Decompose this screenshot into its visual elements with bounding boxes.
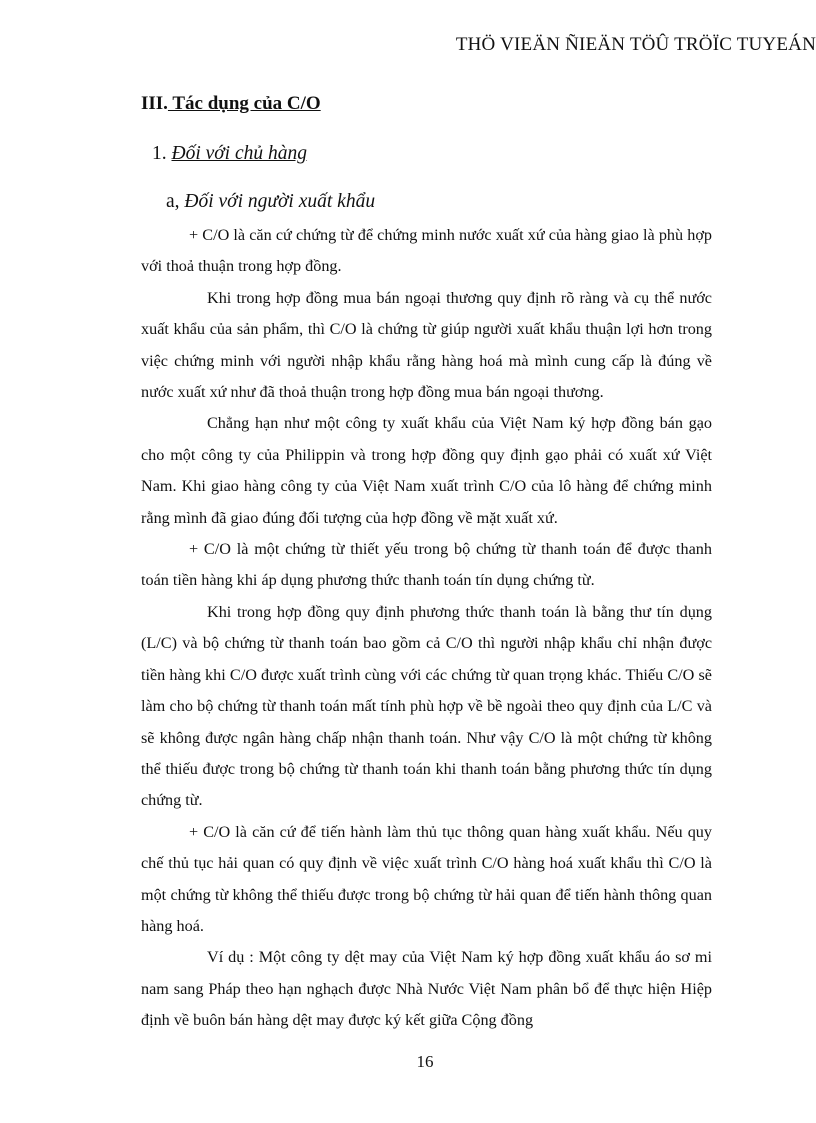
subsection-heading xyxy=(152,140,712,168)
paragraph: + C/O là căn cứ chứng từ để chứng minh nước xuất xứ của hàng giao là phù hợp với thoả thuận trong hợp đồng. xyxy=(141,226,712,276)
paragraph: Chẳng hạn như một công ty xuất khẩu của Việt Nam ký hợp đồng bán gạo cho một công ty của Philippin và trong hợp đồng quy định gạo phải có xuất xứ Việt Nam. Khi giao hàng công ty của Việt Nam xuất trình C/O của lô hàng để chứng minh rằng mình đã giao đúng đối tượng của hợp đồng về mặt xuất xứ. xyxy=(141,414,712,527)
paragraph: Khi trong hợp đồng quy định phương thức thanh toán là bằng thư tín dụng (L/C) và bộ chứng từ thanh toán bao gồm cả C/O thì người nhập khẩu chỉ nhận được tiền hàng khi C/O được xuất trình cùng với các chứng từ quan trọng khác. Thiếu C/O sẽ làm cho bộ chứng từ thanh toán mất tính phù hợp về bề ngoài theo quy định của L/C và sẽ không được ngân hàng chấp nhận thanh toán. Như vậy C/O là một chứng từ không thể thiếu được trong bộ chứng từ thanh toán khi thanh toán bằng phương thức tín dụng chứng từ. xyxy=(141,602,712,810)
section-heading xyxy=(141,90,712,118)
paragraph: + C/O là một chứng từ thiết yếu trong bộ chứng từ thanh toán để được thanh toán tiền hàng khi áp dụng phương thức thanh toán tín dụng chứng từ. xyxy=(141,540,712,590)
page-number xyxy=(0,1052,816,1072)
paragraph: Khi trong hợp đồng mua bán ngoại thương quy định rõ ràng và cụ thể nước xuất khẩu của sản phẩm, thì C/O là chứng từ giúp người xuất khẩu thuận lợi hơn trong việc chứng minh với người nhập khẩu rằng hàng hoá mà mình cung cấp là đúng về nước xuất xứ như đã thoả thuận trong hợp đồng mua bán ngoại thương. xyxy=(141,288,712,402)
subsection-title: Đối với chủ hàng xyxy=(171,143,308,164)
subsubsection-heading xyxy=(166,188,712,216)
section-title: Tác dụng của C/O xyxy=(167,93,321,114)
body-text xyxy=(141,220,712,1037)
paragraph: Ví dụ : Một công ty dệt may của Việt Nam ký hợp đồng xuất khẩu áo sơ mi nam sang Pháp theo hạn nghạch được Nhà Nước Việt Nam phân bổ để thực hiện Hiệp định về buôn bán hàng dệt may được ký kết giữa Cộng đồng xyxy=(141,948,712,1030)
subsubsection-title: Đối với người xuất khẩu xyxy=(184,191,376,212)
page-content xyxy=(141,90,712,1037)
subsubsection-label: a, xyxy=(166,191,180,212)
running-header: THÖ VIEÄN ÑIEÄN TÖÛ TRÖÏC TUYEÁN xyxy=(455,34,816,55)
subsection-number: 1. xyxy=(152,143,167,164)
page-number-text: 16 xyxy=(416,1052,434,1071)
section-number: III. xyxy=(141,93,168,114)
paragraph: + C/O là căn cứ để tiến hành làm thủ tục thông quan hàng xuất khẩu. Nếu quy chế thủ tục hải quan có quy định về việc xuất trình C/O hàng hoá xuất khẩu thì C/O là một chứng từ không thể thiếu được trong bộ chứng từ hải quan để tiến hành thông quan hàng hoá. xyxy=(141,822,712,935)
